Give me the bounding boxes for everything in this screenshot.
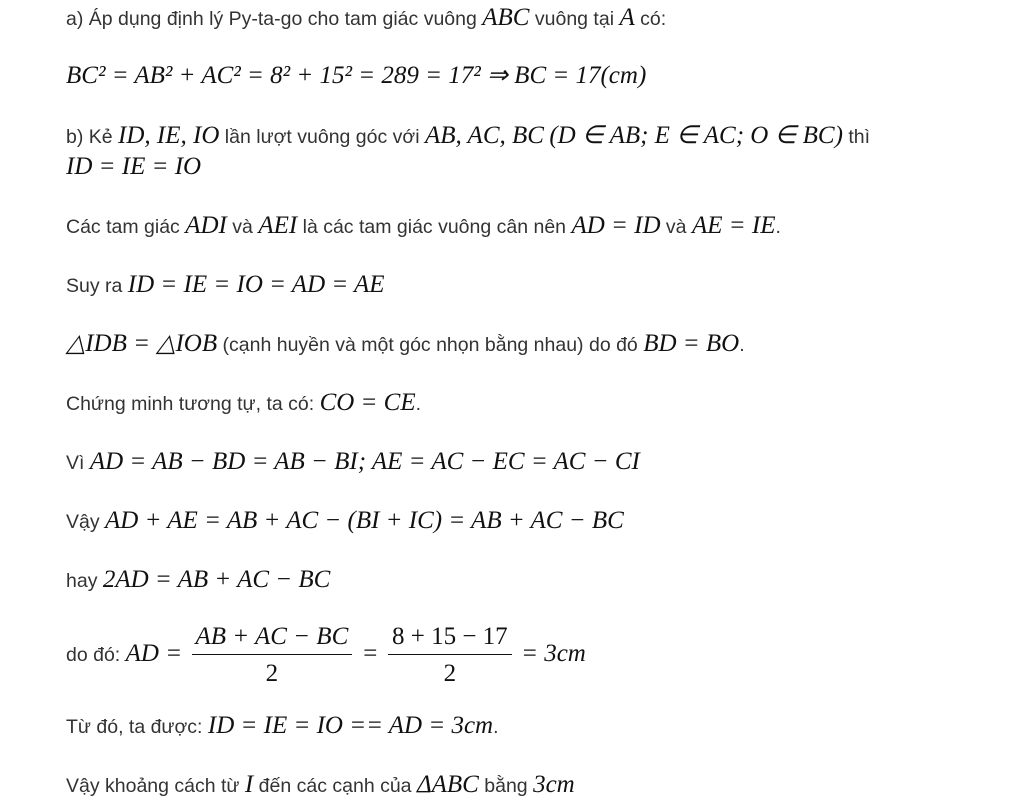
line-d: Suy ra ID = IE = IO = AD = AE: [66, 271, 385, 298]
fraction-1: $\frac{AB + AC - BC}{2}$: [192, 622, 353, 689]
line-c: Các tam giác ADI và AEI là các tam giác vuông cân nên AD = ID và AE = IE.: [66, 212, 781, 239]
math-abc: ABC: [482, 4, 530, 31]
line-e: △IDB = △IOB (cạnh huyền và một góc nhọn bằng nhau) do đó BD = BO.: [66, 330, 745, 357]
line-j: do đó: AD = $\frac{AB + AC - BC}{2}$ = $\frac{8 + 15 - 17}{2}$ = 3cm: [66, 623, 586, 688]
fraction-2: $\frac{8 + 15 - 17}{2}$: [388, 622, 512, 689]
line-k: Từ đó, ta được: ID = IE = IO == AD = 3cm.: [66, 712, 499, 739]
math-eq1: BC² = AB² + AC² = 8² + 15² = 289 = 17² ⇒ BC = 17(cm): [66, 62, 647, 89]
line-b2: ID = IE = IO: [66, 153, 202, 180]
line-l: Vậy khoảng cách từ I đến các cạnh của ΔABC bằng 3cm: [66, 771, 575, 798]
math-a: A: [619, 4, 635, 31]
line-g: Vì AD = AB − BD = AB − BI; AE = AC − EC = AC − CI: [66, 448, 640, 475]
line-a: a) Áp dụng định lý Py-ta-go cho tam giác vuông ABC vuông tại A có:: [66, 4, 667, 31]
line-b: b) Kẻ ID, IE, IO lần lượt vuông góc với AB, AC, BC (D ∈ AB; E ∈ AC; O ∈ BC) thì: [66, 122, 871, 149]
equation-pythagoras: [66, 60, 1004, 93]
line-h: Vậy AD + AE = AB + AC − (BI + IC) = AB + AC − BC: [66, 507, 624, 534]
line-i: hay 2AD = AB + AC − BC: [66, 566, 331, 593]
line-f: Chứng minh tương tự, ta có: CO = CE.: [66, 389, 422, 416]
